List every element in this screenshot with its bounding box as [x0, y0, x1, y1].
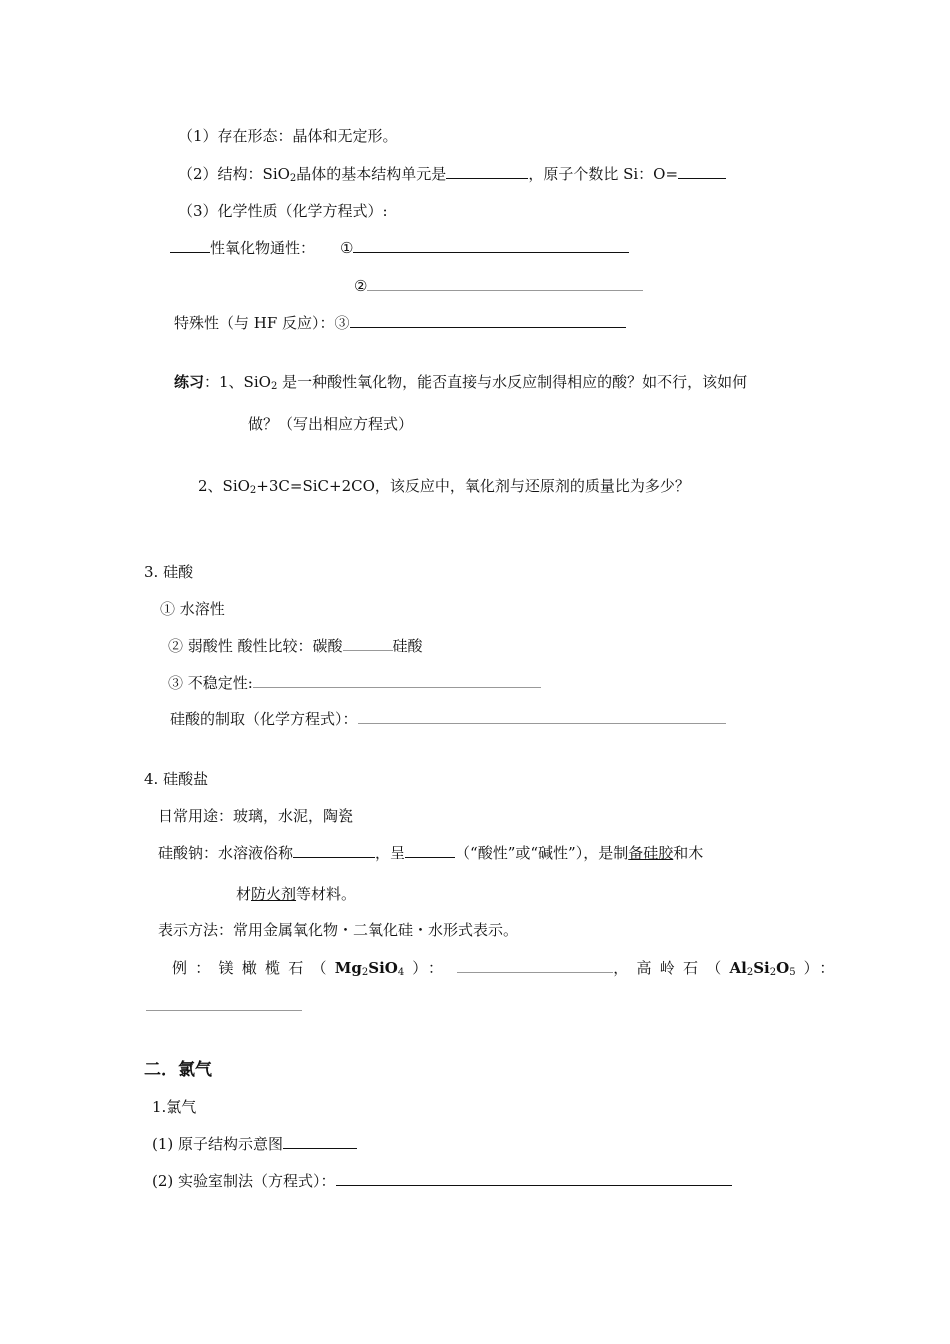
instability-blank[interactable]	[253, 673, 541, 688]
exercise-1-text-3: 做？（写出相应方程式）	[248, 415, 414, 433]
chlorine-sub-line	[152, 1097, 196, 1117]
silicate-use-text: 日常用途：玻璃，水泥，陶瓷	[158, 807, 354, 825]
formula-al: Al	[729, 959, 747, 977]
sio2-structure-text: （2）结构：SiO	[178, 165, 290, 183]
oxide-general-text: 性氧化物通性：	[210, 239, 316, 257]
sodium-silicate-line	[158, 843, 703, 863]
example-text-3: ，高岭石（	[613, 959, 730, 977]
formula-si: Si	[753, 959, 770, 977]
equation-2-blank[interactable]	[367, 276, 643, 291]
sio2-chem-line	[178, 201, 388, 221]
sodium-silicate-text-2: ，呈	[375, 844, 406, 862]
common-name-blank[interactable]	[293, 843, 375, 858]
wood-text: 材	[236, 885, 252, 903]
kaolinite-blank[interactable]	[146, 996, 302, 1011]
preparation-line	[170, 709, 726, 729]
instability-line	[168, 673, 541, 693]
equation-3-blank[interactable]	[350, 313, 626, 328]
subscript: 2	[361, 967, 369, 978]
sio2-structure-line	[178, 164, 726, 184]
sodium-silicate-text-3: （“酸性”或“碱性”），是制	[455, 844, 629, 862]
hf-line	[174, 313, 626, 333]
weak-acid-text-2: 硅酸	[392, 637, 423, 655]
atom-structure-text: (1) 原子结构示意图	[152, 1135, 284, 1153]
oxide-type-blank[interactable]	[170, 238, 210, 253]
silicate-title-text: 4. 硅酸盐	[144, 770, 209, 788]
equation-2-line	[354, 276, 643, 296]
exercise-1-cont-line	[248, 414, 413, 434]
chlorine-sub-text: 1.氯气	[152, 1098, 197, 1116]
solubility-line	[160, 599, 225, 619]
solubility-text: ① 水溶性	[160, 600, 225, 618]
silicate-use-line	[158, 806, 353, 826]
chlorine-heading	[144, 1060, 212, 1080]
formula-o: O	[776, 959, 790, 977]
subscript: 2	[746, 967, 754, 978]
circle-3: ③	[334, 314, 350, 332]
equation-1-blank[interactable]	[353, 238, 629, 253]
circle-1: ①	[340, 239, 354, 257]
atom-structure-line	[152, 1134, 357, 1154]
chlorine-heading-text: 二．氯气	[144, 1060, 212, 1080]
exercise-1-text-2: 是一种酸性氧化物，能否直接与水反应制得相应的酸？如不行，该如何	[277, 373, 748, 391]
hf-text: 特殊性（与 HF 反应）：	[174, 314, 335, 332]
subscript: 2	[249, 485, 257, 496]
sio2-form-text: （1）存在形态：晶体和无定形。	[178, 127, 398, 145]
instability-text: ③ 不稳定性:	[168, 674, 253, 692]
sio2-chem-text: （3）化学性质（化学方程式）:	[178, 202, 388, 220]
acidity-compare-blank[interactable]	[343, 636, 393, 651]
sio2-structure-text-2: 晶体的基本结构单元是	[296, 165, 447, 183]
sodium-silicate-cont-line	[236, 884, 356, 904]
atom-ratio-text: ，原子个数比 Si：O=	[528, 165, 679, 183]
subscript: 4	[397, 967, 405, 978]
formula-mg: Mg	[334, 959, 362, 977]
preparation-text: 硅酸的制取（化学方程式）：	[170, 710, 358, 728]
olivine-blank[interactable]	[457, 958, 613, 973]
exercise-1-text: ：1、SiO	[204, 373, 271, 391]
acid-base-blank[interactable]	[405, 843, 455, 858]
sodium-silicate-text-4: 和木	[673, 844, 704, 862]
example-text-4: ）：	[803, 959, 843, 977]
example-line	[172, 958, 843, 978]
exercise-2-line	[198, 476, 690, 496]
circle-2: ②	[354, 277, 368, 295]
kaolinite-blank-line	[146, 996, 302, 1016]
subscript: 2	[270, 381, 278, 392]
example-text: 例：镁橄榄石（	[172, 959, 335, 977]
structure-unit-blank[interactable]	[446, 164, 528, 179]
exercise-label: 练习	[174, 373, 205, 391]
atom-structure-blank[interactable]	[283, 1134, 357, 1149]
equation-1-line	[340, 238, 629, 258]
sio2-form-line	[178, 126, 398, 146]
example-text-2: ）：	[412, 959, 452, 977]
weak-acid-text: ② 弱酸性 酸性比较：碳酸	[168, 637, 343, 655]
exercise-2-text: 2、SiO	[198, 477, 250, 495]
fireproof-text: 防火剂	[251, 885, 297, 903]
exercise-1-line	[174, 372, 747, 392]
silicic-acid-title	[144, 562, 193, 582]
silicic-acid-title-text: 3. 硅酸	[144, 563, 194, 581]
lab-prep-line	[152, 1171, 732, 1191]
lab-prep-text: (2) 实验室制法（方程式）：	[152, 1172, 336, 1190]
subscript: 2	[769, 967, 777, 978]
oxide-general-line	[170, 238, 315, 258]
representation-line	[158, 920, 518, 940]
exercise-2-text-2: +3C=SiC+2CO，该反应中，氧化剂与还原剂的质量比为多少？	[256, 477, 690, 495]
sodium-silicate-text: 硅酸钠：水溶液俗称	[158, 844, 294, 862]
preparation-blank[interactable]	[358, 709, 726, 724]
subscript: 5	[789, 967, 796, 978]
silica-gel-text: 备硅胶	[628, 844, 674, 862]
formula-sio: SiO	[368, 959, 398, 977]
subscript: 2	[289, 173, 297, 184]
weak-acid-line	[168, 636, 423, 656]
silicate-title	[144, 769, 208, 789]
materials-text: 等材料。	[296, 885, 357, 903]
atom-ratio-blank[interactable]	[678, 164, 726, 179]
lab-prep-blank[interactable]	[336, 1171, 732, 1186]
representation-text: 表示方法：常用金属氧化物・二氧化硅・水形式表示。	[158, 921, 519, 939]
